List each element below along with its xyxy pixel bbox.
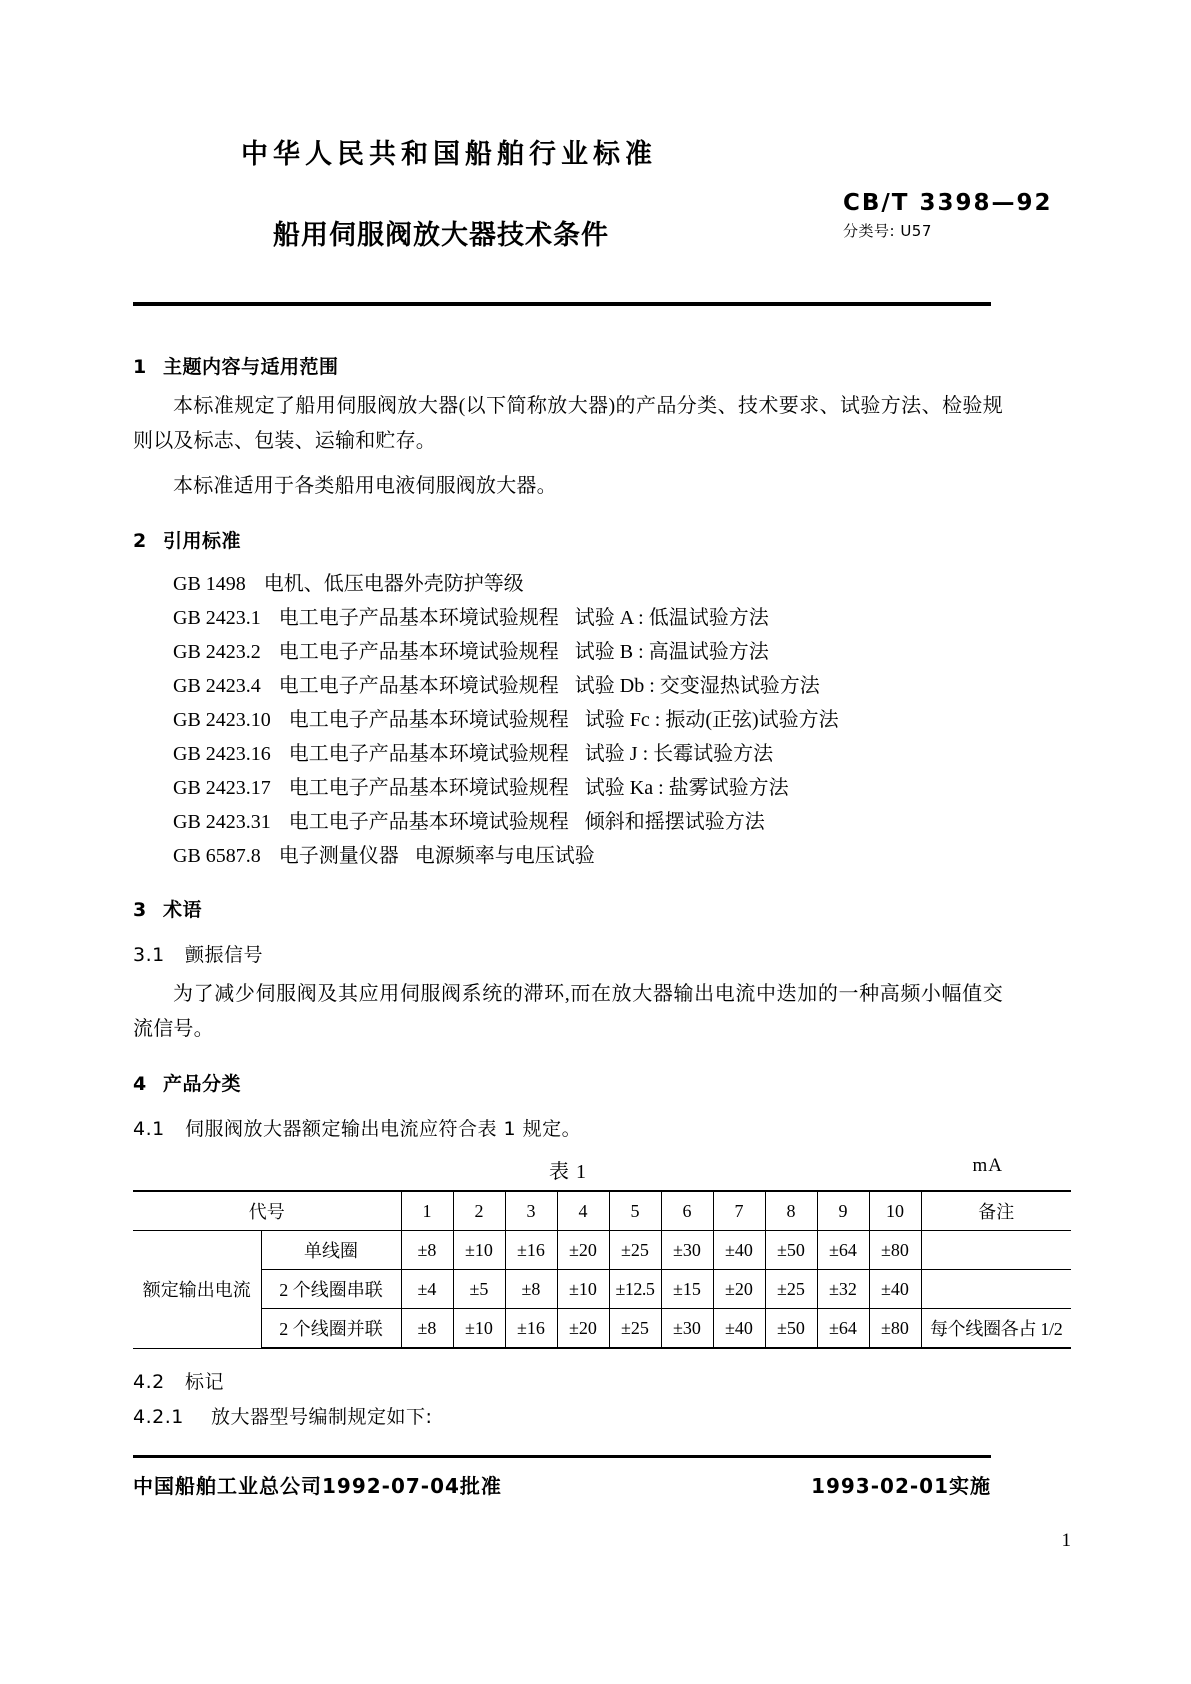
reference-code: GB 2423.10	[173, 709, 271, 731]
reference-code: GB 2423.16	[173, 743, 271, 765]
list-item	[173, 737, 1003, 771]
header-col-5: 5	[609, 1191, 661, 1231]
reference-code: GB 1498	[173, 573, 246, 595]
section-1-title: 主题内容与适用范围	[163, 356, 339, 378]
row-3-value-9: ±64	[817, 1309, 869, 1349]
classification-number: 分类号: U57	[843, 222, 932, 240]
section-4-number: 4	[133, 1073, 147, 1095]
reference-code: GB 2423.31	[173, 811, 271, 833]
list-item	[173, 567, 1003, 601]
implementation-statement: 1993-02-01实施	[811, 1474, 991, 1498]
header-col-1: 1	[401, 1191, 453, 1231]
reference-test: 试验 Fc : 振动(正弦)试验方法	[584, 709, 839, 731]
row-1-value-2: ±10	[453, 1231, 505, 1270]
row-2-value-10: ±40	[869, 1270, 921, 1309]
section-2-heading	[133, 526, 1003, 553]
reference-name: 电工电子产品基本环境试验规程	[288, 709, 569, 731]
section-4-1-text: 伺服阀放大器额定输出电流应符合表 1 规定。	[185, 1118, 582, 1140]
section-4-1-heading	[133, 1114, 1003, 1141]
reference-name: 电工电子产品基本环境试验规程	[278, 675, 559, 697]
list-item	[173, 669, 1003, 703]
header-col-4: 4	[557, 1191, 609, 1231]
reference-test: 倾斜和摇摆试验方法	[584, 811, 765, 833]
row-2-value-4: ±10	[557, 1270, 609, 1309]
table-row	[133, 1231, 1071, 1270]
row-3-value-3: ±16	[505, 1309, 557, 1349]
section-3-1-title: 颤振信号	[185, 944, 264, 966]
row-3-value-2: ±10	[453, 1309, 505, 1349]
reference-test: 试验 Ka : 盐雾试验方法	[584, 777, 789, 799]
reference-name: 电工电子产品基本环境试验规程	[288, 811, 569, 833]
reference-test: 试验 Db : 交变湿热试验方法	[574, 675, 820, 697]
section-4-2-1-number: 4.2.1	[133, 1406, 184, 1428]
reference-test: 试验 J : 长霉试验方法	[584, 743, 774, 765]
header-col-2: 2	[453, 1191, 505, 1231]
reference-code: GB 2423.17	[173, 777, 271, 799]
reference-test: 试验 B : 高温试验方法	[574, 641, 769, 663]
row-3-value-8: ±50	[765, 1309, 817, 1349]
section-2-title: 引用标准	[163, 530, 242, 552]
row-group-label: 额定输出电流	[133, 1231, 261, 1349]
reference-standards-list	[133, 567, 1003, 873]
row-2-remark	[921, 1270, 1071, 1309]
row-2-value-6: ±15	[661, 1270, 713, 1309]
row-1-value-10: ±80	[869, 1231, 921, 1270]
section-1-paragraph-1: 本标准规定了船用伺服阀放大器(以下简称放大器)的产品分类、技术要求、试验方法、检验规则以及标志、包装、运输和贮存。	[133, 395, 1003, 452]
row-3-value-5: ±25	[609, 1309, 661, 1349]
row-2-value-1: ±4	[401, 1270, 453, 1309]
document-body	[133, 330, 1063, 1429]
header-col-10: 10	[869, 1191, 921, 1231]
reference-test: 试验 A : 低温试验方法	[574, 607, 769, 629]
reference-code: GB 2423.1	[173, 607, 261, 629]
reference-name: 电工电子产品基本环境试验规程	[278, 607, 559, 629]
row-1-value-4: ±20	[557, 1231, 609, 1270]
reference-test: 电源频率与电压试验	[414, 845, 595, 867]
row-3-label: 2 个线圈并联	[261, 1309, 401, 1349]
header-col-8: 8	[765, 1191, 817, 1231]
reference-name: 电工电子产品基本环境试验规程	[288, 777, 569, 799]
table-1-caption-text: 表 1	[549, 1161, 587, 1183]
section-3-1-heading	[133, 940, 1003, 967]
page-number: 1	[1061, 1530, 1071, 1551]
section-4-heading	[133, 1069, 1003, 1096]
row-2-value-7: ±20	[713, 1270, 765, 1309]
header-col-6: 6	[661, 1191, 713, 1231]
row-2-label: 2 个线圈串联	[261, 1270, 401, 1309]
row-2-value-2: ±5	[453, 1270, 505, 1309]
section-4-2-1-text: 放大器型号编制规定如下:	[211, 1406, 433, 1428]
header-remark-label: 备注	[921, 1191, 1071, 1231]
section-1-paragraph-2: 本标准适用于各类船用电液伺服阀放大器。	[173, 475, 557, 497]
list-item	[173, 635, 1003, 669]
row-1-value-6: ±30	[661, 1231, 713, 1270]
approval-statement: 中国船舶工业总公司1992-07-04批准	[133, 1474, 502, 1498]
section-4-2-heading	[133, 1367, 1003, 1394]
reference-code: GB 2423.2	[173, 641, 261, 663]
header-col-9: 9	[817, 1191, 869, 1231]
row-1-label: 单线圈	[261, 1231, 401, 1270]
row-3-value-10: ±80	[869, 1309, 921, 1349]
section-3-title: 术语	[163, 899, 203, 921]
list-item	[173, 703, 1003, 737]
row-3-value-1: ±8	[401, 1309, 453, 1349]
list-item	[173, 805, 1003, 839]
section-3-number: 3	[133, 899, 147, 921]
table-1-unit: mA	[972, 1155, 1003, 1176]
row-1-value-1: ±8	[401, 1231, 453, 1270]
section-3-heading	[133, 895, 1003, 922]
table-header-row	[133, 1191, 1071, 1231]
table-row	[133, 1309, 1071, 1349]
row-3-value-4: ±20	[557, 1309, 609, 1349]
table-1-wrapper	[133, 1155, 1063, 1349]
row-2-value-9: ±32	[817, 1270, 869, 1309]
row-3-value-7: ±40	[713, 1309, 765, 1349]
row-1-value-5: ±25	[609, 1231, 661, 1270]
table-1-caption	[133, 1155, 1003, 1184]
header-code-label: 代号	[133, 1191, 401, 1231]
section-4-2-title: 标记	[185, 1371, 225, 1393]
standard-code-block	[843, 190, 1058, 241]
header-col-7: 7	[713, 1191, 765, 1231]
row-1-value-8: ±50	[765, 1231, 817, 1270]
list-item	[173, 601, 1003, 635]
row-2-value-8: ±25	[765, 1270, 817, 1309]
section-2-number: 2	[133, 530, 147, 552]
reference-code: GB 6587.8	[173, 845, 261, 867]
section-1-heading	[133, 352, 1003, 379]
footer-divider	[133, 1455, 991, 1458]
standard-code: CB/T 3398—92	[843, 190, 1053, 216]
header-col-3: 3	[505, 1191, 557, 1231]
section-1-number: 1	[133, 356, 147, 378]
reference-name: 电子测量仪器	[278, 845, 399, 867]
reference-name: 电工电子产品基本环境试验规程	[278, 641, 559, 663]
header-divider	[133, 302, 991, 306]
row-2-value-3: ±8	[505, 1270, 557, 1309]
list-item	[173, 771, 1003, 805]
section-4-title: 产品分类	[163, 1073, 242, 1095]
table-row	[133, 1270, 1071, 1309]
reference-name: 电工电子产品基本环境试验规程	[288, 743, 569, 765]
row-1-value-9: ±64	[817, 1231, 869, 1270]
row-3-remark: 每个线圈各占 1/2	[921, 1309, 1071, 1349]
list-item	[173, 839, 1003, 873]
row-2-value-5: ±12.5	[609, 1270, 661, 1309]
reference-code: GB 2423.4	[173, 675, 261, 697]
section-3-1-number: 3.1	[133, 944, 165, 966]
standard-header	[133, 132, 1058, 252]
row-1-remark	[921, 1231, 1071, 1270]
reference-name: 电机、低压电器外壳防护等级	[263, 573, 524, 595]
section-4-2-1-heading	[133, 1402, 1003, 1429]
table-1	[133, 1190, 1071, 1349]
row-3-value-6: ±30	[661, 1309, 713, 1349]
row-1-value-7: ±40	[713, 1231, 765, 1270]
document-title: 船用伺服阀放大器技术条件	[273, 220, 609, 251]
section-3-1-paragraph: 为了减少伺服阀及其应用伺服阀系统的滞环,而在放大器输出电流中迭加的一种高频小幅值交流信号。	[133, 983, 1003, 1040]
organization-title: 中华人民共和国船舶行业标准	[241, 139, 657, 170]
section-4-2-number: 4.2	[133, 1371, 165, 1393]
row-1-value-3: ±16	[505, 1231, 557, 1270]
section-4-1-number: 4.1	[133, 1118, 165, 1140]
